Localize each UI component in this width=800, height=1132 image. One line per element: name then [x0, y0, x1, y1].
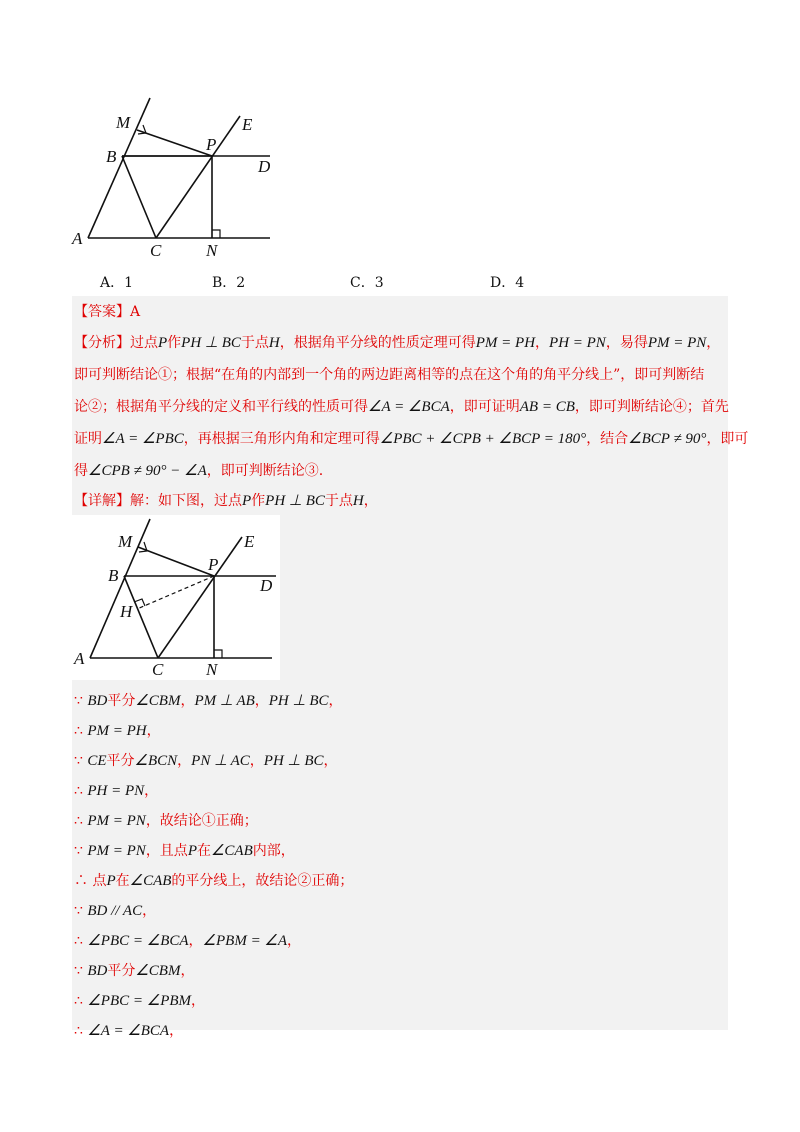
- text: 作: [167, 335, 182, 351]
- label-P: P: [206, 135, 217, 154]
- math: PN ⊥ AC: [191, 753, 250, 769]
- text: 平分: [107, 963, 136, 979]
- label-E: E: [242, 115, 253, 134]
- text: ，再根据三角形内角和定理可得: [183, 431, 380, 447]
- text: ，: [328, 693, 343, 709]
- detail-tag: 【详解】: [74, 493, 130, 509]
- step-symbol: ∴: [74, 1023, 88, 1039]
- text: 点: [92, 873, 107, 889]
- proof-step: [74, 751, 338, 771]
- text: ，易得: [605, 335, 648, 351]
- text: ，根据角平分线的性质定理可得: [279, 335, 476, 351]
- proof-step: [74, 931, 301, 951]
- proof-step: [74, 691, 343, 711]
- step-symbol: ∵: [74, 753, 88, 769]
- label-M: M: [118, 532, 133, 551]
- math: PM ⊥ AB: [194, 693, 255, 709]
- analysis-line-4: [74, 429, 748, 449]
- math: H: [268, 335, 280, 351]
- proof-step: [74, 841, 295, 861]
- math: ∠PBC + ∠CPB + ∠BCP = 180°: [379, 431, 587, 447]
- label-B: B: [106, 147, 117, 166]
- text: 平分: [107, 693, 136, 709]
- math: PH = PN: [87, 783, 145, 799]
- proof-step: [74, 871, 353, 891]
- text: ，即可证明: [449, 399, 520, 415]
- text: 平分: [106, 753, 135, 769]
- math: PM = PH: [87, 723, 147, 739]
- geometry-figure-1: [60, 90, 290, 260]
- text: ，: [287, 933, 302, 949]
- text: 证明: [74, 431, 102, 447]
- text: ，: [249, 753, 264, 769]
- text: ，: [144, 783, 159, 799]
- math: PH ⊥ BC: [263, 753, 324, 769]
- math: ∠BCN: [134, 753, 178, 769]
- math: AB = CB: [519, 399, 575, 415]
- proof-step: [74, 991, 205, 1011]
- math: ∠A = ∠PBC: [102, 431, 184, 447]
- choice-b: B．2: [212, 275, 246, 291]
- math: ∠CBM: [135, 963, 181, 979]
- text: ，: [146, 723, 161, 739]
- math: PH ⊥ BC: [181, 335, 241, 351]
- text: ，即可判断结论③.: [206, 463, 324, 479]
- answer-value: A: [130, 304, 141, 320]
- math: ∠CAB: [129, 873, 172, 889]
- text: 于点: [324, 493, 353, 509]
- text: 作: [251, 493, 266, 509]
- math: ∠PBC = ∠BCA: [87, 933, 189, 949]
- proof-step: [74, 811, 258, 831]
- proof-step: [74, 961, 194, 981]
- proof-step: [74, 721, 161, 741]
- math: BD: [87, 693, 108, 709]
- text: ，且点: [145, 843, 188, 859]
- math: ∠PBC = ∠PBM: [87, 993, 192, 1009]
- math: ∠CBM: [135, 693, 181, 709]
- text: 过点: [130, 335, 158, 351]
- math: H: [352, 493, 364, 509]
- text: ，: [169, 1023, 184, 1039]
- math: PM = PH: [475, 335, 536, 351]
- step-symbol: ∵: [74, 903, 88, 919]
- step-symbol: ∴: [74, 723, 88, 739]
- text: 于点: [240, 335, 269, 351]
- math: P: [187, 843, 197, 859]
- math: PH ⊥ BC: [268, 693, 329, 709]
- analysis-line-3: [74, 397, 729, 417]
- label-N: N: [206, 241, 218, 260]
- label-M: M: [116, 113, 131, 132]
- text: 在: [115, 873, 130, 889]
- step-symbol: ∴: [74, 993, 88, 1009]
- text: 内部，: [252, 843, 295, 859]
- proof-step: [74, 1021, 183, 1041]
- math: PH ⊥ BC: [265, 493, 325, 509]
- choice-c: C．3: [350, 275, 384, 291]
- text: ，即可: [706, 431, 749, 447]
- analysis-line-5: [74, 461, 323, 481]
- math: ∠CAB: [210, 843, 253, 859]
- label-B: B: [108, 566, 119, 585]
- math: CE: [87, 753, 107, 769]
- choice-a: A．1: [100, 275, 134, 291]
- text: ，: [706, 335, 721, 351]
- text: ，: [177, 753, 192, 769]
- proof-step: [74, 781, 158, 801]
- text: 解：如下图，过点: [130, 493, 242, 509]
- answer-choices: [100, 272, 700, 294]
- math: BD: [87, 963, 108, 979]
- label-P: P: [208, 555, 219, 574]
- text: ，: [363, 493, 378, 509]
- text: 在: [196, 843, 211, 859]
- label-H: H: [120, 602, 133, 621]
- math: PM = PN: [87, 813, 146, 829]
- text: ，: [142, 903, 157, 919]
- step-symbol: ∴: [74, 933, 88, 949]
- step-symbol: ∴: [74, 813, 88, 829]
- analysis-line-1: [74, 333, 720, 353]
- math: ∠A = ∠BCA: [368, 399, 450, 415]
- math: PH = PN: [549, 335, 606, 351]
- math: P: [242, 493, 252, 509]
- label-E: E: [244, 532, 255, 551]
- text: ，: [180, 693, 195, 709]
- label-C: C: [150, 241, 162, 260]
- label-A: A: [74, 649, 85, 668]
- text: 论②；根据角平分线的定义和平行线的性质可得: [74, 399, 368, 415]
- analysis-line-2: 即可判断结论①；根据“在角的内部到一个角的两边距离相等的点在这个角的角平分线上”，即可判断结: [74, 367, 705, 383]
- text: ，结合: [586, 431, 629, 447]
- step-symbol: ∵: [74, 963, 88, 979]
- math: ∠CPB ≠ 90° − ∠A: [88, 463, 207, 479]
- answer-tag: 【答案】: [74, 304, 130, 320]
- text: ，: [535, 335, 550, 351]
- geometry-figure-2: [72, 515, 280, 680]
- label-D: D: [258, 157, 271, 176]
- text: ，: [188, 933, 203, 949]
- step-symbol: ∴: [74, 873, 93, 889]
- math: PM = PN: [87, 843, 146, 859]
- label-N: N: [206, 660, 218, 679]
- text: ，: [180, 963, 195, 979]
- choice-d: D．4: [490, 275, 525, 291]
- math: ∠BCP ≠ 90°: [628, 431, 707, 447]
- proof-step: [74, 901, 156, 921]
- math: PM = PN: [647, 335, 707, 351]
- math: P: [158, 335, 168, 351]
- text: ，: [254, 693, 269, 709]
- text: ，故结论①正确；: [145, 813, 258, 829]
- step-symbol: ∴: [74, 783, 88, 799]
- text: ，: [323, 753, 338, 769]
- answer-line: [74, 302, 140, 322]
- label-D: D: [260, 576, 273, 595]
- label-A: A: [72, 229, 83, 248]
- math: P: [106, 873, 116, 889]
- math: ∠A = ∠BCA: [87, 1023, 170, 1039]
- label-C: C: [152, 660, 164, 679]
- text: 的平分线上，故结论②正确；: [171, 873, 354, 889]
- math: BD // AC: [87, 903, 143, 919]
- analysis-tag: 【分析】: [74, 335, 130, 351]
- text: ，即可判断结论④；首先: [574, 399, 729, 415]
- text: 得: [74, 463, 88, 479]
- math: ∠PBM = ∠A: [202, 933, 288, 949]
- step-symbol: ∵: [74, 693, 88, 709]
- text: ，: [191, 993, 206, 1009]
- step-symbol: ∵: [74, 843, 88, 859]
- detail-line: [74, 491, 378, 511]
